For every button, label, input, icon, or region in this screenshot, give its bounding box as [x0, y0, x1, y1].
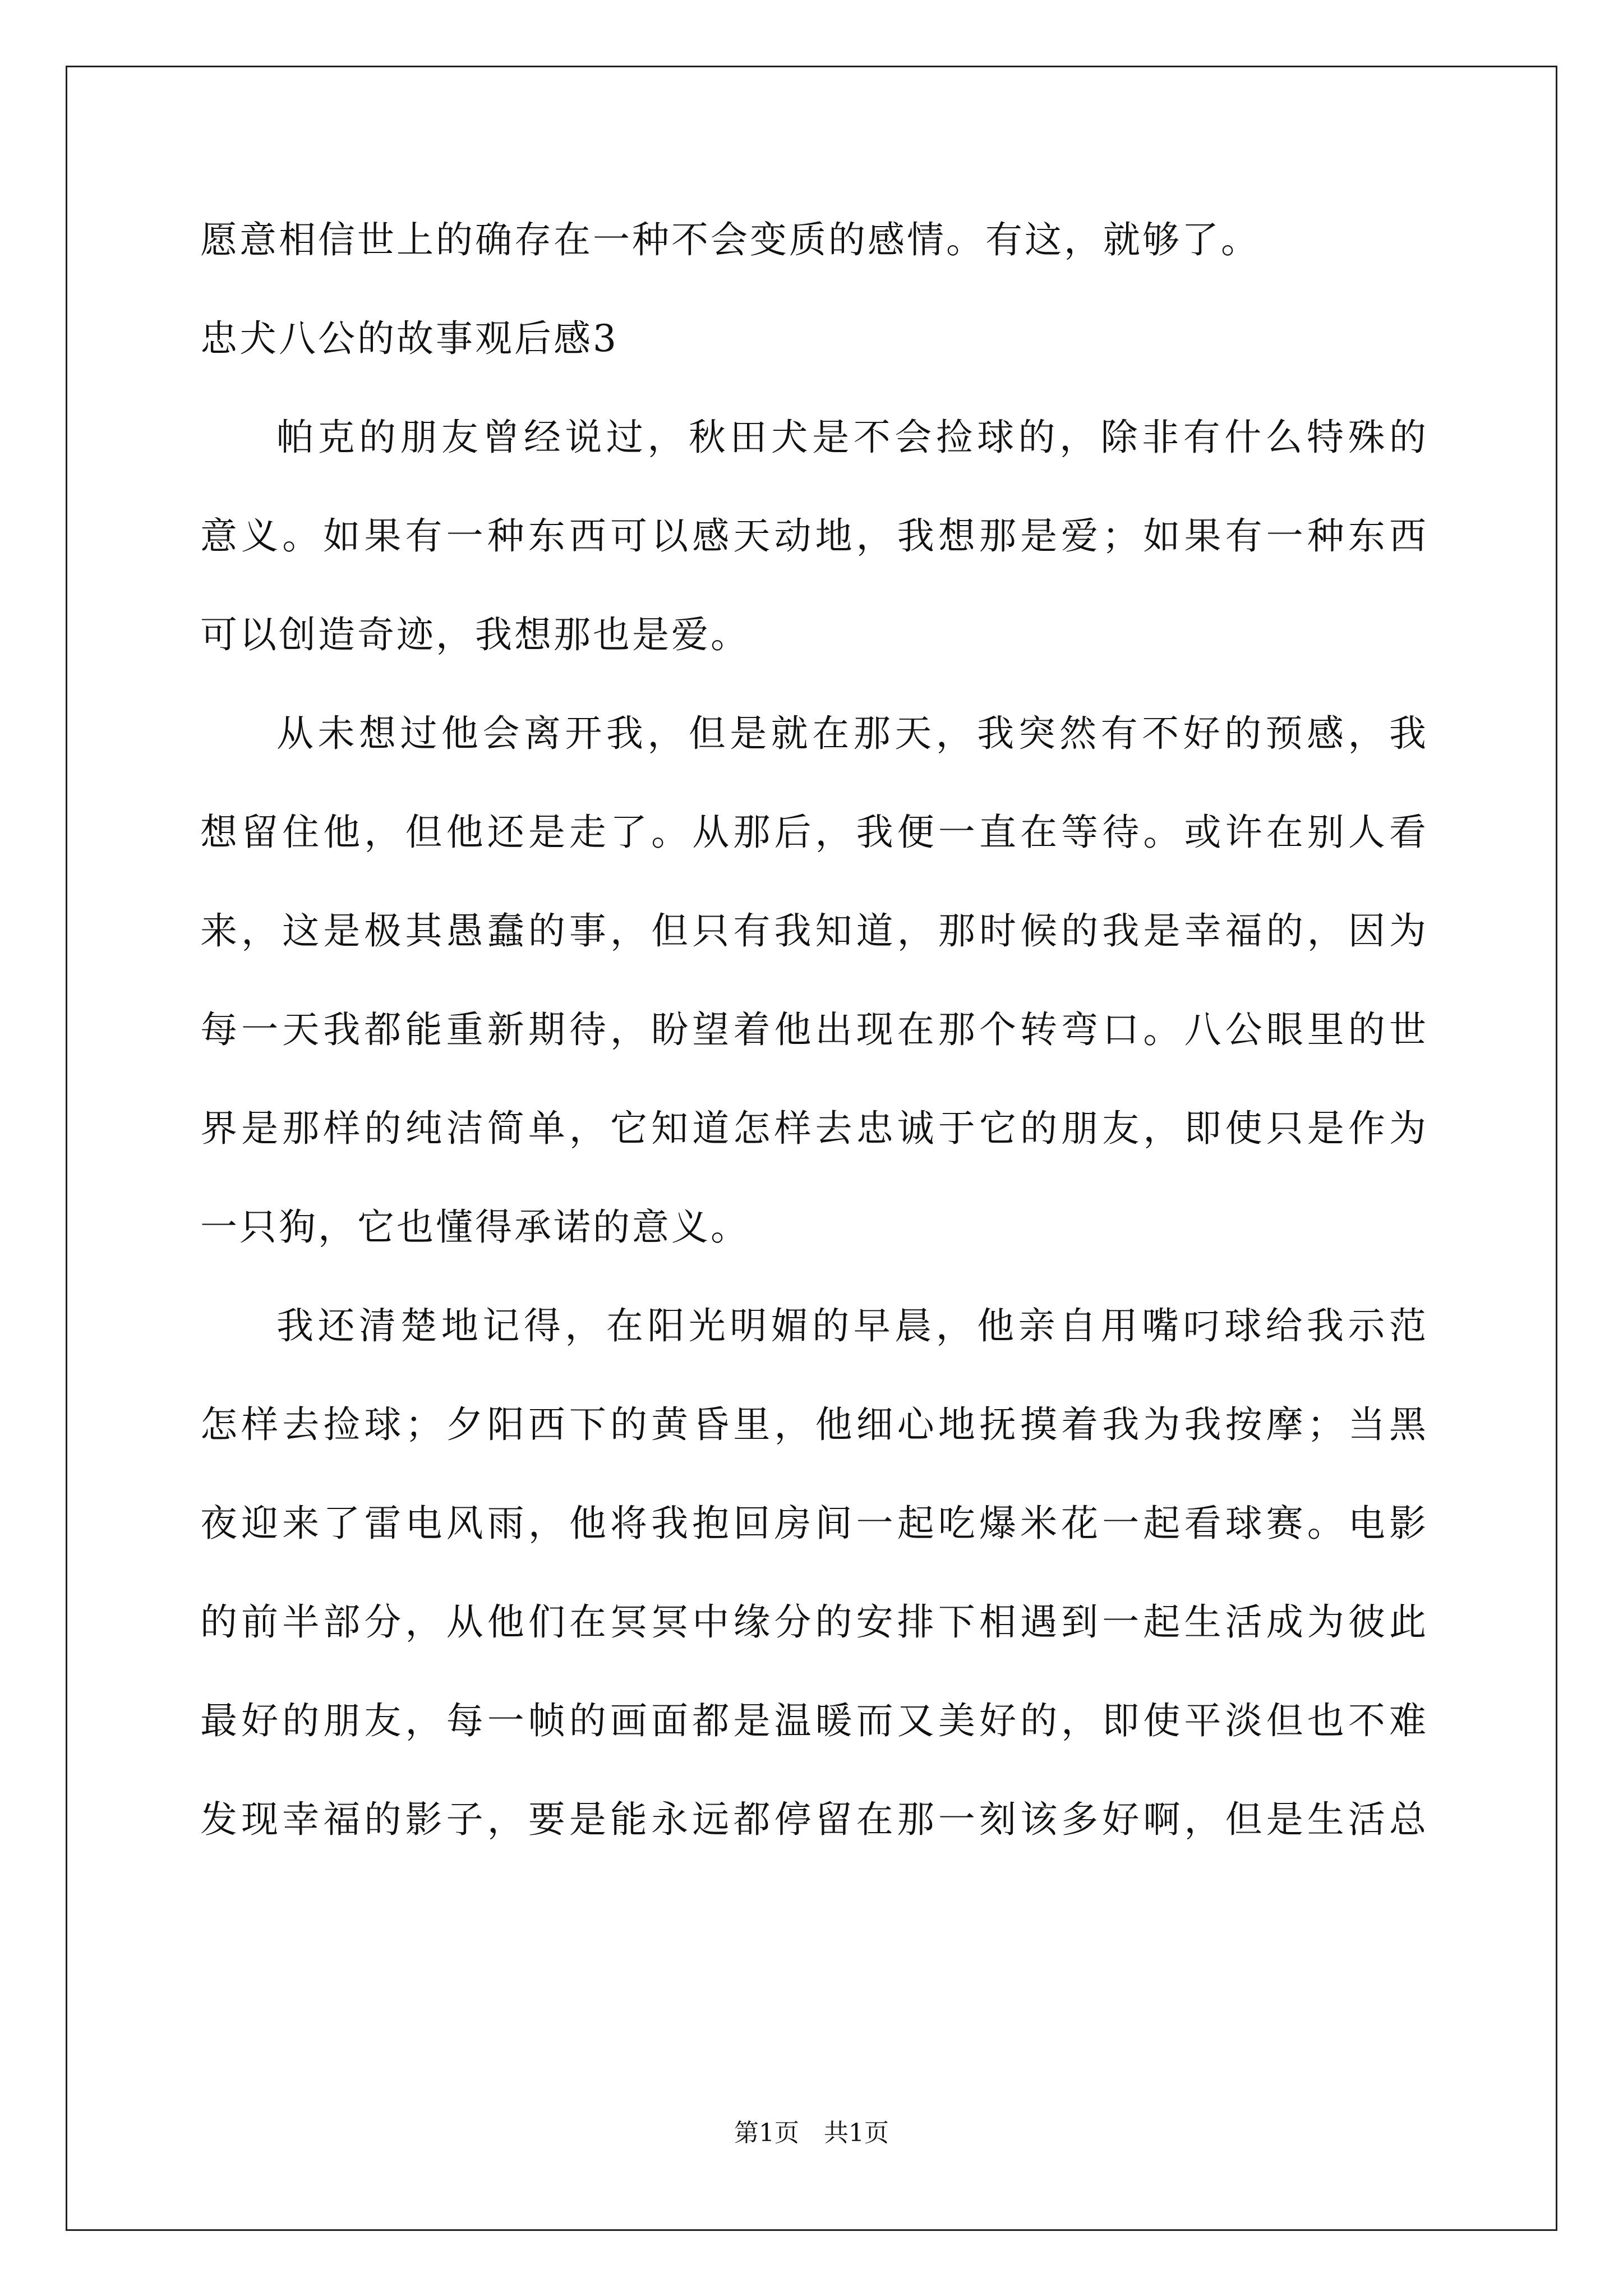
text-line: 界是那样的纯洁简单，它知道怎样去忠诚于它的朋友，即使只是作为	[200, 1107, 1428, 1150]
text-line: 从未想过他会离开我，但是就在那天，我突然有不好的预感，我	[276, 712, 1428, 755]
text-line: 可以创造奇迹，我想那也是爱。	[200, 613, 750, 656]
page-total: 共1页	[824, 2119, 889, 2147]
text-line: 最好的朋友，每一帧的画面都是温暖而又美好的，即使平淡但也不难	[200, 1699, 1428, 1742]
text-line: 想留住他，但他还是走了。从那后，我便一直在等待。或许在别人看	[200, 811, 1428, 854]
text-line: 夜迎来了雷电风雨，他将我抱回房间一起吃爆米花一起看球赛。电影	[200, 1502, 1428, 1545]
text-line: 来，这是极其愚蠢的事，但只有我知道，那时候的我是幸福的，因为	[200, 909, 1428, 953]
text-line: 愿意相信世上的确存在一种不会变质的感情。有这，就够了。	[200, 218, 1260, 261]
text-line: 一只狗，它也懂得承诺的意义。	[200, 1205, 750, 1249]
text-line: 意义。如果有一种东西可以感天动地，我想那是爱；如果有一种东西	[200, 514, 1428, 558]
section-heading: 忠犬八公的故事观后感3	[200, 317, 619, 360]
text-line: 我还清楚地记得，在阳光明媚的早晨，他亲自用嘴叼球给我示范	[276, 1304, 1428, 1347]
text-line: 每一天我都能重新期待，盼望着他出现在那个转弯口。八公眼里的世	[200, 1008, 1428, 1051]
text-line: 发现幸福的影子，要是能永远都停留在那一刻该多好啊，但是生活总	[200, 1798, 1428, 1841]
text-line: 怎样去捡球；夕阳西下的黄昏里，他细心地抚摸着我为我按摩；当黑	[200, 1403, 1428, 1446]
page-footer	[0, 2116, 1623, 2150]
text-line: 帕克的朋友曾经说过，秋田犬是不会捡球的，除非有什么特殊的	[276, 416, 1428, 459]
page-number: 第1页	[734, 2119, 799, 2147]
text-line: 的前半部分，从他们在冥冥中缘分的安排下相遇到一起生活成为彼此	[200, 1600, 1428, 1644]
